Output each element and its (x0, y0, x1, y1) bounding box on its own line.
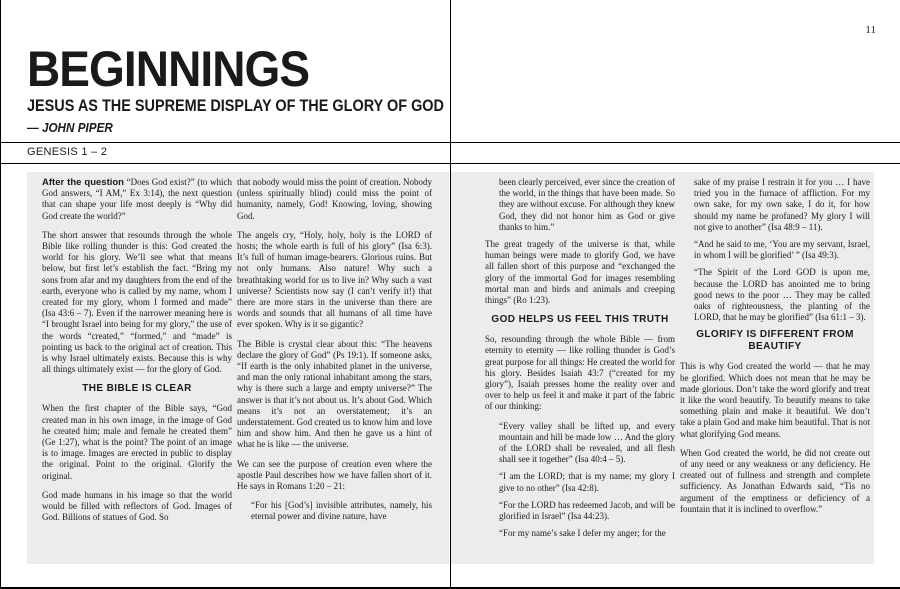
block-quote: “For his [God’s] invisible attributes, namely, his eternal power and divine nature, have (251, 500, 432, 522)
paragraph: The great tragedy of the universe is that, while human beings were made to glorify God, we have all fallen short of this purpose and “exchanged the glory of the immortal God for images resembling mortal man and birds and animals and creeping things” (Ro 1:23). (485, 239, 675, 306)
text-column-3 (485, 177, 675, 564)
paragraph: The short answer that resounds through the whole Bible like rolling thunder is this: God created the world for his glory. We’ll see what that means below, but first let’s establish the fact. “Bring my sons from afar and my daughters from the end of the earth, everyone who is called by my name, whom I created for my glory, whom I formed and made” (Isa 43:6 – 7). Even if the narrower meaning here is “I brought Israel into being for my glory,” the use of the words “created,” “formed,” and “made” is pointing us back to the original act of creation. This is why Israel ultimately exists. Because this is why all things ultimately exist — for the glory of God. (42, 229, 232, 375)
text-column-2 (237, 177, 432, 564)
block-quote: “For the LORD has redeemed Jacob, and will be glorified in Israel” (Isa 44:23). (499, 499, 675, 522)
section-heading: THE BIBLE IS CLEAR (82, 383, 192, 395)
text-column-1 (42, 177, 232, 564)
paragraph: When the first chapter of the Bible says, “God created man in his own image, in the image of God he created him; male and female he created them” (Ge 1:27), what is the point? The point of an image is to image. Images are erected in public to display the original. Point to the original. Glorify the original. (42, 403, 232, 481)
block-quote: “The Spirit of the Lord GOD is upon me, because the LORD has anointed me to bring good news to the poor … They may be called oaks of righteousness, the planting of the LORD, that he may be glorified” (Isa 61:1 – 3). (694, 267, 870, 323)
lead-in: After the question (42, 177, 124, 188)
block-quote: “Every valley shall be lifted up, and every mountain and hill be made low … And the glory of the LORD shall be revealed, and all flesh shall see it together” (Isa 40:4 – 5). (499, 420, 675, 465)
chapter-header (27, 41, 447, 135)
paragraph: When God created the world, he did not create out of any need or any weakness or any deficiency. He created out of fullness and strength and complete sufficiency. As Jonathan Edwards said, “Tis no argument of the emptiness or deficiency of a fountain that it is inclined to overflow.” (680, 447, 870, 514)
reference-rule (0, 163, 900, 164)
paragraph (42, 177, 232, 222)
paragraph: that nobody would miss the point of creation. Nobody (unless spiritually blind) could miss the point of humanity, namely, God! Knowing, loving, showing God. (237, 177, 432, 221)
section-heading: GLORIFY IS DIFFERENT FROM BEAUTIFY (696, 329, 854, 353)
paragraph: God made humans in his image so that the world would be filled with reflectors of God. Images of God. Billions of statues of God. So (42, 489, 232, 523)
paragraph: The Bible is crystal clear about this: “The heavens declare the glory of God” (Ps 19:1). If someone asks, “If earth is the only inhabited planet in the universe, and man the only rational inhabitant among the stars, why is there such a large and empty universe?” The answer is that it’s not about us. It’s about God. Which means it’s not an overstatement; it’s an understatement. God created us to know him and love him and show him. And then he gave us a hint of what he is like — the universe. (237, 338, 432, 450)
block-quote: “I am the LORD; that is my name; my glory I give to no other” (Isa 42:8). (499, 471, 675, 493)
paragraph: The angels cry, “Holy, holy, holy is the LORD of hosts; the whole earth is full of his glory” (Isa 6:3). It’s full of human image-bearers. Glorious ruins. But not only humans. Also nature! Why such a breathtaking world for us to live in? Why such a vast universe? Scientists now say (I can’t verify it!) that there are more stars in the universe than there are words and sounds that all humans of all time have ever spoken. Why is it so gigantic? (237, 229, 432, 330)
page-border-left (0, 0, 1, 589)
block-quote: sake of my praise I restrain it for you … I have tried you in the furnace of affliction. For my own sake, for my own sake, I do it, for how should my name be profaned? My glory I will not give to another” (Isa 48:9 – 11). (694, 177, 870, 232)
header-rule (0, 142, 450, 143)
section-heading: GOD HELPS US FEEL THIS TRUTH (491, 314, 669, 326)
header-rule-right (451, 142, 900, 143)
block-quote: been clearly perceived, ever since the creation of the world, in the things that have been made. So they are without excuse. For although they knew God, they did not honor him as God or give thanks to him.” (499, 177, 675, 232)
page-number: 11 (865, 24, 876, 36)
text-column-4 (680, 177, 870, 564)
paragraph: So, resounding through the whole Bible — from eternity to eternity — like rolling thunder is God’s great purpose for all things: He created the world for his glory. Besides Isaiah 43:7 (“created for my glory”), Isaiah presses home the reality over and over to help us feel it and make it part of the fabric of our thinking: (485, 334, 675, 412)
block-quote: “For my name’s sake I defer my anger; for the (499, 528, 666, 539)
chapter-subtitle: JESUS AS THE SUPREME DISPLAY OF THE GLORY OF GOD (27, 96, 444, 115)
paragraph: We can see the purpose of creation even where the apostle Paul describes how we have fallen short of it. He says in Romans 1:20 – 21: (237, 458, 432, 492)
block-quote: “And he said to me, ‘You are my servant, Israel, in whom I will be glorified’ ” (Isa 49:3). (694, 239, 870, 261)
chapter-title: BEGINNINGS (27, 41, 310, 97)
scripture-reference: GENESIS 1 – 2 (27, 146, 108, 158)
paragraph-text: “Does God exist?” (to which God answers, “I AM,” Ex 3:14), the next question that can shape your life most deeply is “Why did God create the world?” (42, 177, 232, 221)
paragraph: This is why God created the world — that he may be glorified. Which does not mean that he may be made glorious. Don’t take the word glorify and treat it like the word beautify. To beautify means to take something plain and make it beautiful. We don’t take a plain God and make him beautiful. That is not what glorifying God means. (680, 361, 870, 439)
chapter-author: — JOHN PIPER (27, 120, 113, 135)
